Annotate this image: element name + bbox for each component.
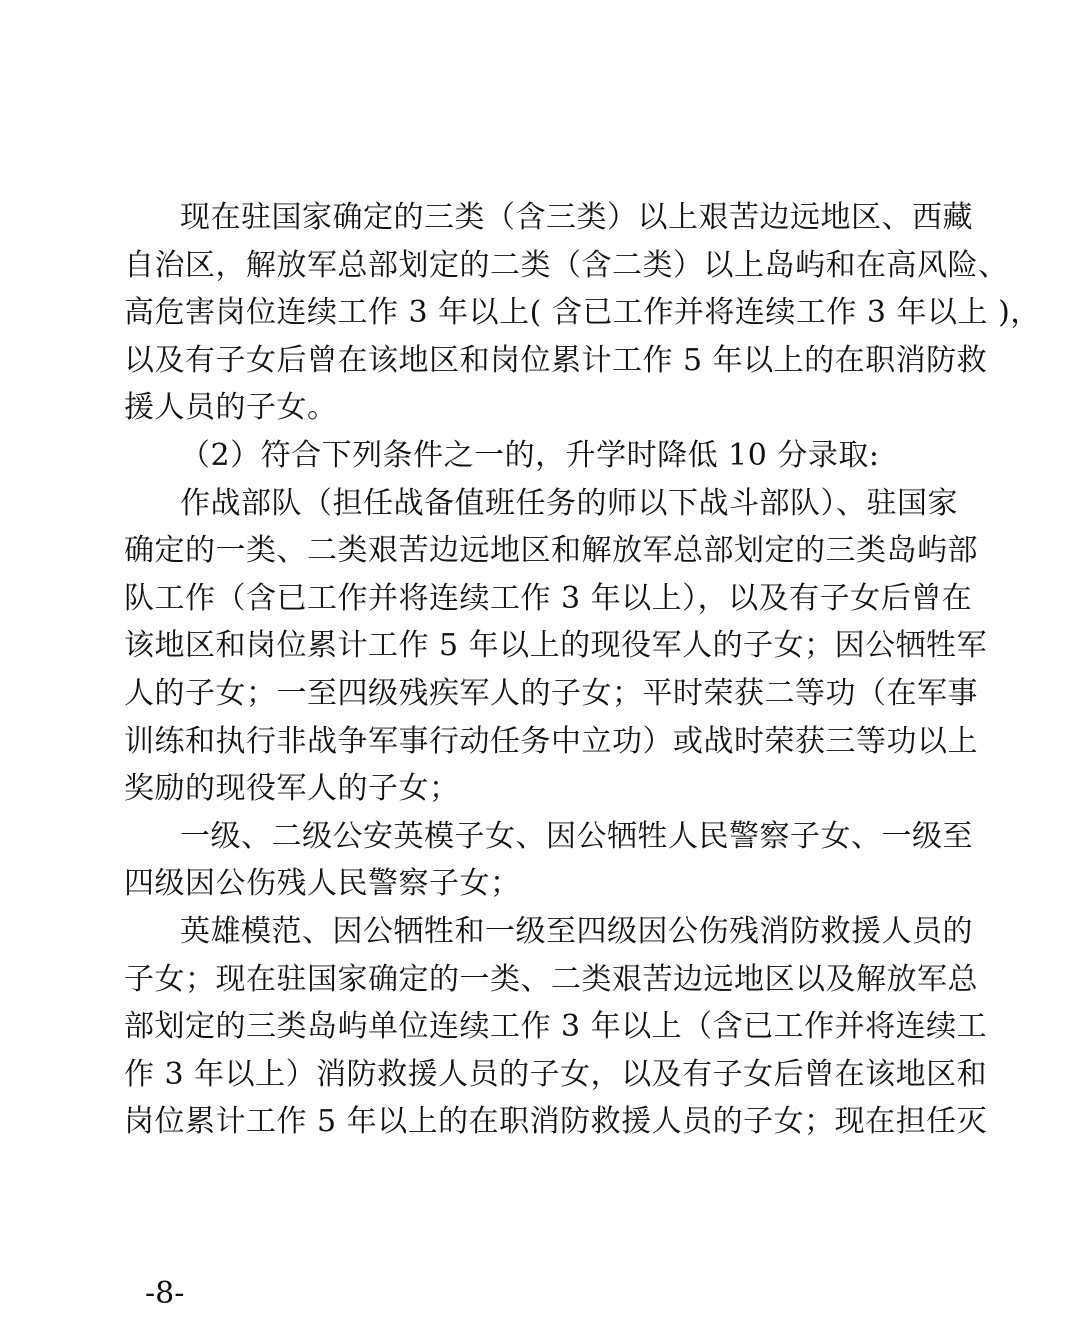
text-line-9: 队工作（含已工作并将连续工作 3 年以上），以及有子女后曾在 bbox=[124, 580, 973, 616]
text-line-7: 作战部队（担任战备值班任务的师以下战斗部队）、驻国家 bbox=[180, 485, 958, 521]
text-line-15: 四级因公伤残人民警察子女； bbox=[124, 866, 521, 902]
text-line-20: 岗位累计工作 5 年以上的在职消防救援人员的子女；现在担任灭 bbox=[124, 1104, 988, 1140]
text-line-10: 该地区和岗位累计工作 5 年以上的现役军人的子女；因公牺牲军 bbox=[124, 628, 988, 664]
text-line-11: 人的子女；一至四级残疾军人的子女；平时荣获二等功（在军事 bbox=[124, 675, 978, 711]
text-line-19: 作 3 年以上）消防救援人员的子女，以及有子女后曾在该地区和 bbox=[124, 1056, 988, 1092]
text-line-6: （2）符合下列条件之一的，升学时降低 10 分录取: bbox=[180, 437, 880, 473]
text-line-12: 训练和执行非战争军事行动任务中立功）或战时荣获三等功以上 bbox=[124, 723, 978, 759]
text-line-17: 子女；现在驻国家确定的一类、二类艰苦边远地区以及解放军总 bbox=[124, 961, 978, 997]
text-line-16: 英雄模范、因公牺牲和一级至四级因公伤残消防救援人员的 bbox=[180, 913, 973, 949]
text-line-2: 自治区，解放军总部划定的二类（含二类）以上岛屿和在高风险、 bbox=[124, 247, 1009, 283]
text-line-5: 援人员的子女。 bbox=[124, 390, 338, 426]
text-line-1: 现在驻国家确定的三类（含三类）以上艰苦边远地区、西藏 bbox=[180, 200, 973, 235]
text-line-8: 确定的一类、二类艰苦边远地区和解放军总部划定的三类岛屿部 bbox=[124, 533, 978, 569]
text-line-4: 以及有子女后曾在该地区和岗位累计工作 5 年以上的在职消防救 bbox=[124, 342, 988, 378]
page-number: -8- bbox=[145, 1276, 185, 1311]
text-line-3: 高危害岗位连续工作 3 年以上( 含已工作并将连续工作 3 年以上 )， bbox=[124, 295, 1041, 331]
text-line-14: 一级、二级公安英模子女、因公牺牲人民警察子女、一级至 bbox=[180, 818, 973, 854]
text-line-18: 部划定的三类岛屿单位连续工作 3 年以上（含已工作并将连续工 bbox=[124, 1009, 988, 1045]
document-body bbox=[124, 194, 1041, 1146]
text-line-13: 奖励的现役军人的子女； bbox=[124, 771, 460, 807]
